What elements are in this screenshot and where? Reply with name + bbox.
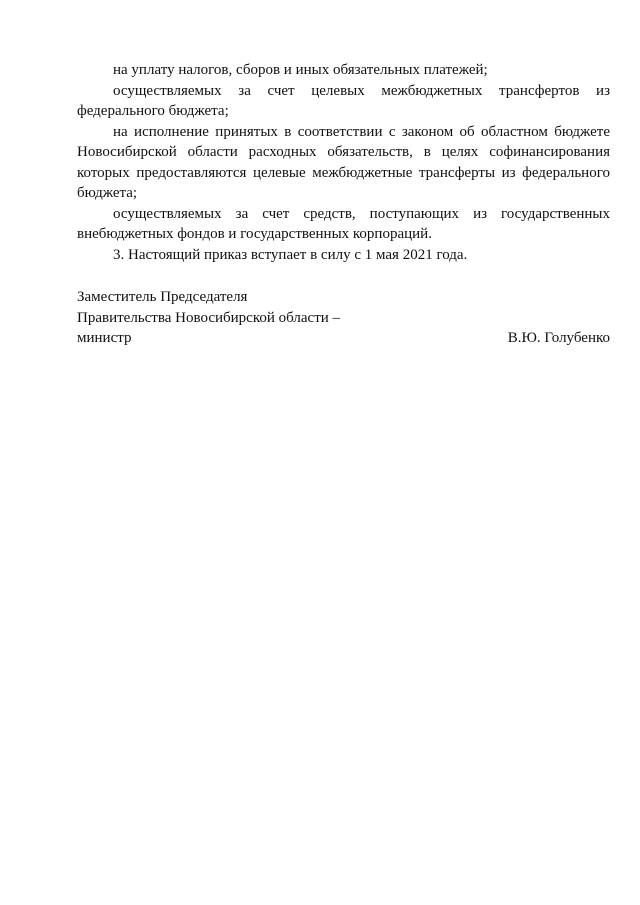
signatory-position-line-2: Правительства Новосибирской области – [77,309,341,326]
signatory-position-line-3: министр [77,330,132,346]
signatory-name: В.Ю. Голубенко [507,330,610,346]
paragraph-regional-obligations: на исполнение принятых в соответствии с законом об областном бюджете Новосибирской области расходных обязательств, в целях софинансирования которых предоставляются целевые межбюджетные трансферты из федерального бюджета; [77,123,610,201]
paragraph-extrabudgetary-funds: осуществляемых за счет средств, поступающих из государственных внебюджетных фондов и государственных корпораций. [77,205,610,242]
paragraph-federal-transfers: осуществляемых за счет целевых межбюджетных трансфертов из федерального бюджета; [77,82,610,119]
signature-block [77,287,610,349]
signatory-final-line [77,328,610,349]
signatory-position-line-1: Заместитель Председателя [77,289,248,305]
paragraph-effective-date: 3. Настоящий приказ вступает в силу с 1 мая 2021 года. [113,246,468,263]
document-body [77,60,610,265]
paragraph-taxes: на уплату налогов, сборов и иных обязательных платежей; [113,62,488,78]
